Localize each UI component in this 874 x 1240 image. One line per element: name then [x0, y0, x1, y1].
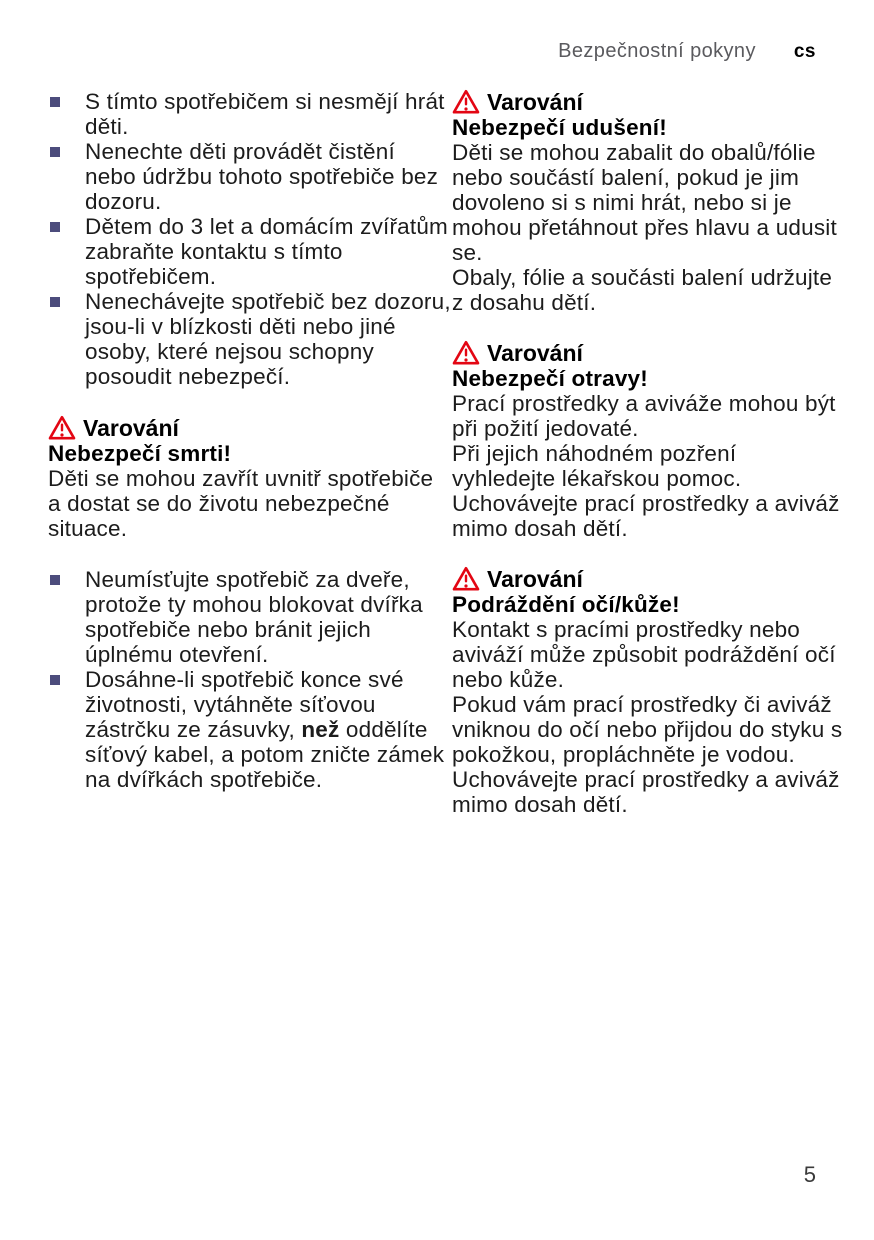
list-item-text: oddělíte síťový kabel, a potom zničte zámek na dvířkách spotřebiče. — [85, 717, 445, 792]
warning-paragraph: Děti se mohou zavřít uvnitř spotřebiče a dostat se do životu nebezpečné situace. — [48, 466, 434, 541]
warning-paragraph: Prací prostředky a aviváže mohou být při požití jedovaté. — [452, 391, 836, 441]
list-item — [48, 139, 452, 214]
warning-triangle-icon — [48, 415, 76, 441]
warning-body — [48, 466, 452, 541]
warning-title: Nebezpečí smrti! — [48, 441, 232, 466]
list-item-text: Dětem do 3 let a domácím zvířatům zabraňte kontaktu s tímto spotřebičem. — [85, 214, 448, 289]
warning-header — [452, 340, 844, 366]
warning-paragraph: Pokud vám prací prostředky či aviváž vniknou do očí nebo přijdou do styku s pokožkou, propláchněte je vodou. — [452, 692, 843, 767]
warning-title: Nebezpečí udušení! — [452, 115, 667, 140]
list-item — [48, 214, 452, 289]
safety-bullet-list-top — [48, 89, 452, 389]
bullet-square-icon — [50, 575, 60, 585]
warning-body — [452, 391, 844, 541]
warning-block-eye-skin-irritation — [452, 566, 844, 817]
list-item-text: Neumísťujte spotřebič za dveře, protože ty mohou blokovat dvířka spotřebiče nebo bránit jejich úplnému otevření. — [85, 567, 423, 667]
warning-block-death-hazard — [48, 415, 452, 541]
warning-body — [452, 617, 844, 817]
list-item — [48, 667, 452, 792]
bullet-square-icon — [50, 147, 60, 157]
warning-body — [452, 140, 844, 315]
bullet-square-icon — [50, 97, 60, 107]
warning-header — [48, 415, 452, 441]
list-item-text: Nenechte děti provádět čistění nebo údržbu tohoto spotřebiče bez dozoru. — [85, 139, 439, 214]
warning-label: Varování — [83, 414, 179, 441]
warning-paragraph: Při jejich náhodném pozření vyhledejte lékařskou pomoc. — [452, 441, 742, 491]
page-number: 5 — [803, 1162, 816, 1187]
content-columns — [48, 89, 844, 817]
list-item — [48, 567, 452, 667]
bullet-square-icon — [50, 675, 60, 685]
warning-paragraph: Uchovávejte prací prostředky a aviváž mimo dosah dětí. — [452, 491, 840, 541]
list-item-text: Nenechávejte spotřebič bez dozoru, jsou-li v blízkosti děti nebo jiné osoby, které nejsou schopny posoudit nebezpečí. — [85, 289, 451, 389]
left-column — [48, 89, 452, 792]
bullet-square-icon — [50, 297, 60, 307]
warning-title: Nebezpečí otravy! — [452, 366, 648, 391]
warning-paragraph: Uchovávejte prací prostředky a aviváž mimo dosah dětí. — [452, 767, 840, 817]
right-column — [452, 89, 844, 817]
warning-triangle-icon — [452, 566, 480, 592]
list-item — [48, 289, 452, 389]
warning-paragraph: Děti se mohou zabalit do obalů/fólie nebo součástí balení, pokud je jim dovoleno si s nimi hrát, nebo si je mohou přetáhnout přes hlavu a udusit se. — [452, 140, 837, 265]
header-section-title: Bezpečnostní pokyny — [558, 40, 756, 62]
safety-bullet-list-bottom — [48, 567, 452, 792]
warning-paragraph: Kontakt s pracími prostředky nebo aviváží může způsobit podráždění očí nebo kůže. — [452, 617, 836, 692]
warning-paragraph: Obaly, fólie a součásti balení udržujte z dosahu dětí. — [452, 265, 833, 315]
warning-header — [452, 89, 844, 115]
warning-title: Podráždění očí/kůže! — [452, 592, 680, 617]
list-item-text: Dosáhne-li spotřebič konce své životnosti, vytáhněte síťovou zástrčku ze zásuvky, — [85, 667, 404, 742]
list-item — [48, 89, 452, 139]
warning-label: Varování — [487, 88, 583, 115]
warning-label: Varování — [487, 565, 583, 592]
list-item-text: S tímto spotřebičem si nesmějí hrát děti. — [85, 89, 445, 139]
list-item-text-emphasis: než — [301, 717, 340, 742]
bullet-square-icon — [50, 222, 60, 232]
warning-triangle-icon — [452, 89, 480, 115]
header-language-code: cs — [793, 41, 816, 62]
warning-triangle-icon — [452, 340, 480, 366]
warning-block-poisoning-hazard — [452, 340, 844, 541]
warning-label: Varování — [487, 339, 583, 366]
warning-header — [452, 566, 844, 592]
page-header — [48, 40, 844, 63]
warning-block-suffocation-hazard — [452, 89, 844, 315]
